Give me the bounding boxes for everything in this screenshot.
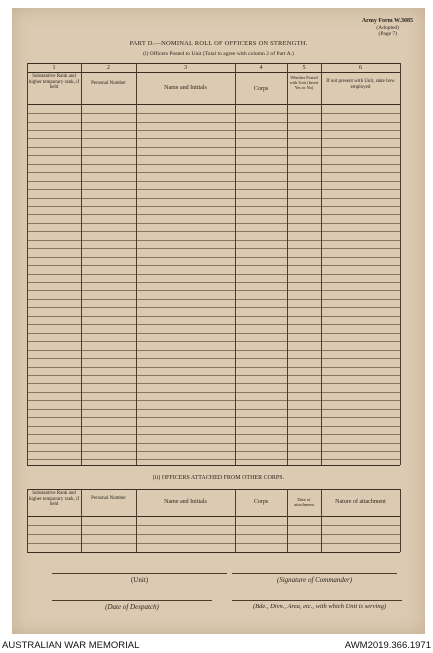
table-row-rule [27,333,400,334]
table-row-rule [27,206,400,207]
table-row-rule [27,409,400,410]
table-row-rule [27,122,400,123]
section1-title: (i) Officers Posted to Unit (Total to agree with column 2 of Part A.) [143,51,294,57]
table-row-rule [27,350,400,351]
table-row-rule [27,400,400,401]
table-row-rule [27,459,400,460]
table-row-rule [27,147,400,148]
table-row-rule [27,214,400,215]
col-number: 4 [259,65,263,71]
header-personal-number-attached: Personal Number [91,496,126,501]
table-row-rule [27,367,400,368]
table-row-rule [27,434,400,435]
header-corps-attached: Corps [253,499,269,505]
table-row-rule [27,130,400,131]
table-row-rule [27,375,400,376]
page-label: (Page 7) [378,31,397,37]
table-row-rule [27,383,400,384]
part-title: PART D.—NOMINAL ROLL OF OFFICERS ON STRENGTH. [129,40,308,47]
table-row-rule [27,231,400,232]
form-page [12,8,425,634]
table-row-rule [27,316,400,317]
col-number: 1 [52,65,56,71]
table-row-rule [27,248,400,249]
table-row-rule [27,257,400,258]
table-row-rule [27,181,400,182]
table-row-rule [27,358,400,359]
signature-label: (Signature of Commander) [276,576,353,584]
header-rank-attached: Substantive Rank and higher temporary rank, if held [28,491,80,508]
table-row-rule [27,265,400,266]
table-row-rule [27,274,400,275]
table-row-rule [27,282,400,283]
bde-divn-label: (Bde., Divn., Area, etc., with which Unit is serving) [252,603,387,610]
table-row-rule [27,240,400,241]
col-number: 5 [302,65,306,71]
col-number: 2 [107,65,110,71]
table-row-rule [27,341,400,342]
col-number: 3 [184,65,187,71]
header-name: Name and Initials [164,85,207,91]
header-how-employed: If not present with Unit, state how employed [326,79,395,90]
header-posted-with-unit: Whether Posted with Unit (Insert Yes or No) [289,75,319,90]
header-date-attachment: Date of attachment [294,497,314,507]
table-row-rule [27,223,400,224]
header-personal-number: Personal Number [91,81,126,86]
table-row-rule [27,426,400,427]
section2-title: (ii) OFFICERS ATTACHED FROM OTHER CORPS. [152,475,285,481]
table-row-rule [27,392,400,393]
date-of-despatch-label: (Date of Despatch) [105,603,159,611]
header-name-attached: Name and Initials [164,499,207,505]
table-row-rule [27,189,400,190]
table-row-rule [27,451,400,452]
table-row-rule [27,155,400,156]
table-row-rule [27,324,400,325]
unit-label: (Unit) [130,576,149,584]
table-row-rule [27,138,400,139]
army-form-label: Army Form W.3085 [361,18,413,24]
table-row-rule [27,307,400,308]
adopted-label: (Adopted) [376,25,399,31]
table-row-rule [27,113,400,114]
credit-accession-number: AWM2019.366.1971 [344,640,431,651]
table-row-rule [27,290,400,291]
header-corps: Corps [253,86,269,92]
table-row-rule [27,299,400,300]
table-row-rule [27,172,400,173]
table-row-rule [27,417,400,418]
table-row-rule [27,164,400,165]
header-nature-attachment: Nature of attachment [335,499,386,505]
header-rank: Substantive Rank and higher temporary rank, if held [28,74,80,91]
table-row-rule [27,443,400,444]
table-row-rule [27,198,400,199]
credit-institution: AUSTRALIAN WAR MEMORIAL [2,640,140,651]
col-number: 6 [359,65,362,71]
